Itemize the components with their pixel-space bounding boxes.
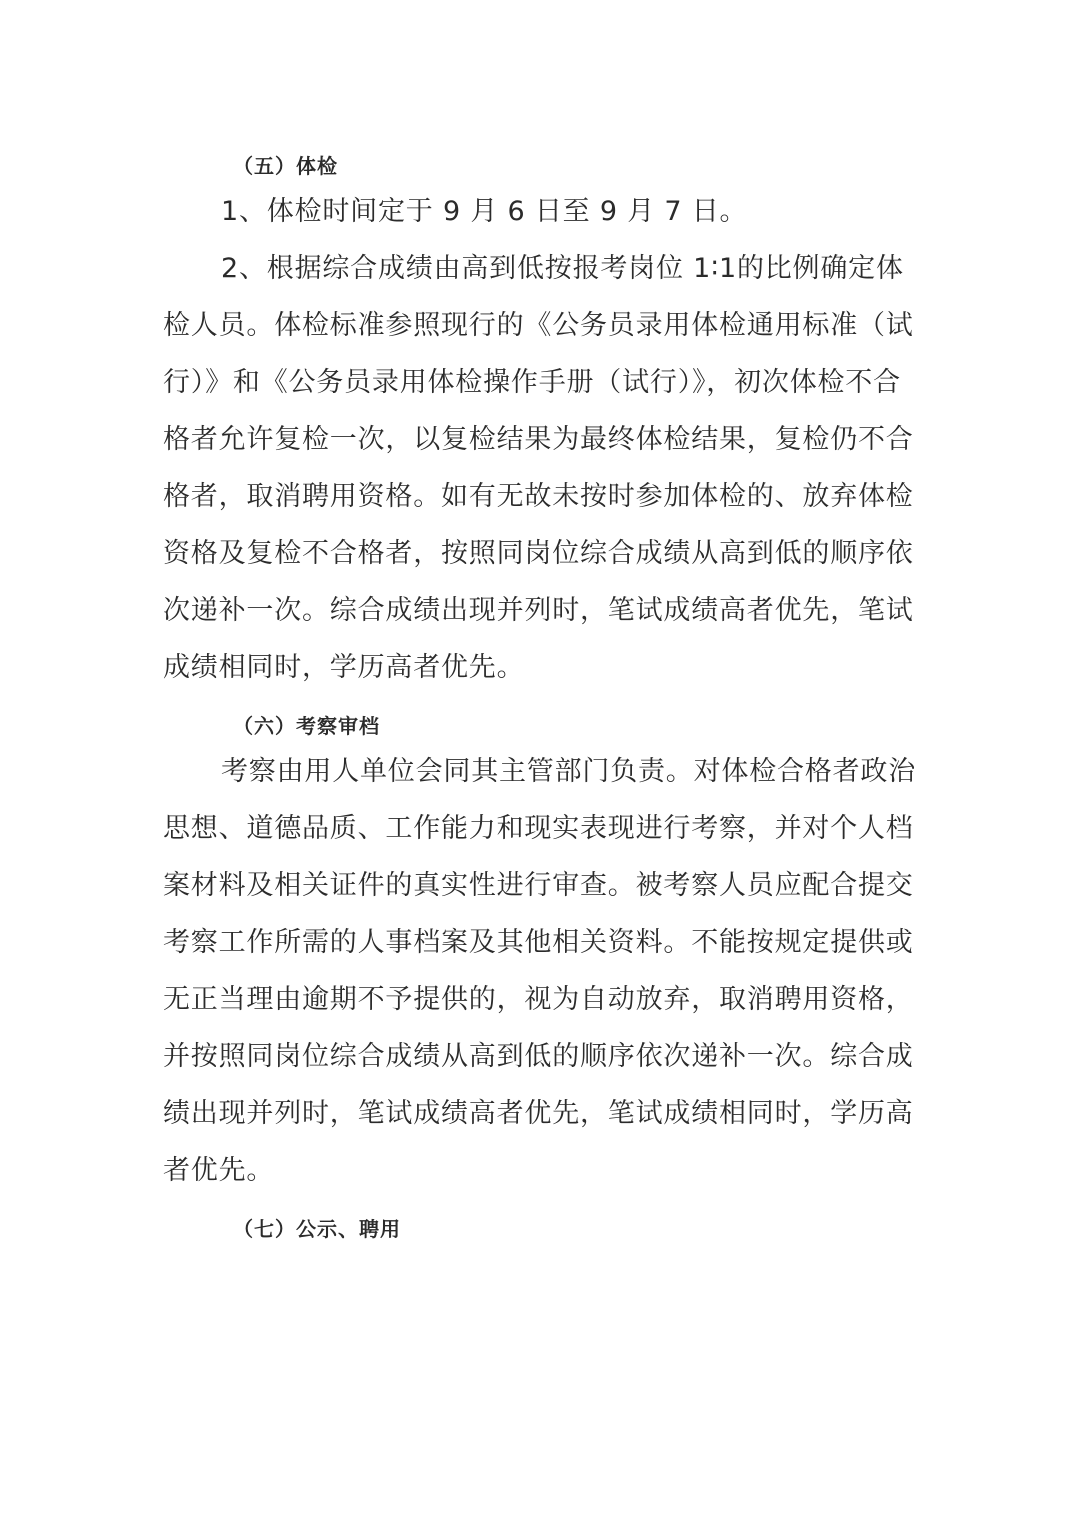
paragraph-exam-rules: 2、根据综合成绩由高到低按报考岗位 1∶1的比例确定体检人员。体检标准参照现行的《公务员录用体检通用标准（试行）》和《公务员录用体检操作手册（试行）》，初次体检不合格者允许复检一次，以复检结果为最终体检结果，复检仍不合格者，取消聘用资格。如有无故未按时参加体检的、放弃体检资格及复检不合格者，按照同岗位综合成绩从高到低的顺序依次递补一次。综合成绩出现并列时，笔试成绩高者优先，笔试成绩相同时，学历高者优先。: [163, 253, 914, 683]
paragraph-exam-date: 1、体检时间定于 9 月 6 日至 9 月 7 日。: [221, 196, 748, 227]
section-heading-physical-exam: （五）体检: [233, 154, 338, 178]
section-heading-investigation: （六）考察审档: [233, 714, 380, 738]
paragraph-investigation: 考察由用人单位会同其主管部门负责。对体检合格者政治思想、道德品质、工作能力和现实表现进行考察，并对个人档案材料及相关证件的真实性进行审查。被考察人员应配合提交考察工作所需的人事档案及其他相关资料。不能按规定提供或无正当理由逾期不予提供的，视为自动放弃，取消聘用资格，并按照同岗位综合成绩从高到低的顺序依次递补一次。综合成绩出现并列时，笔试成绩高者优先，笔试成绩相同时，学历高者优先。: [163, 756, 916, 1186]
section-heading-publicity-hiring: （七）公示、聘用: [233, 1217, 401, 1241]
